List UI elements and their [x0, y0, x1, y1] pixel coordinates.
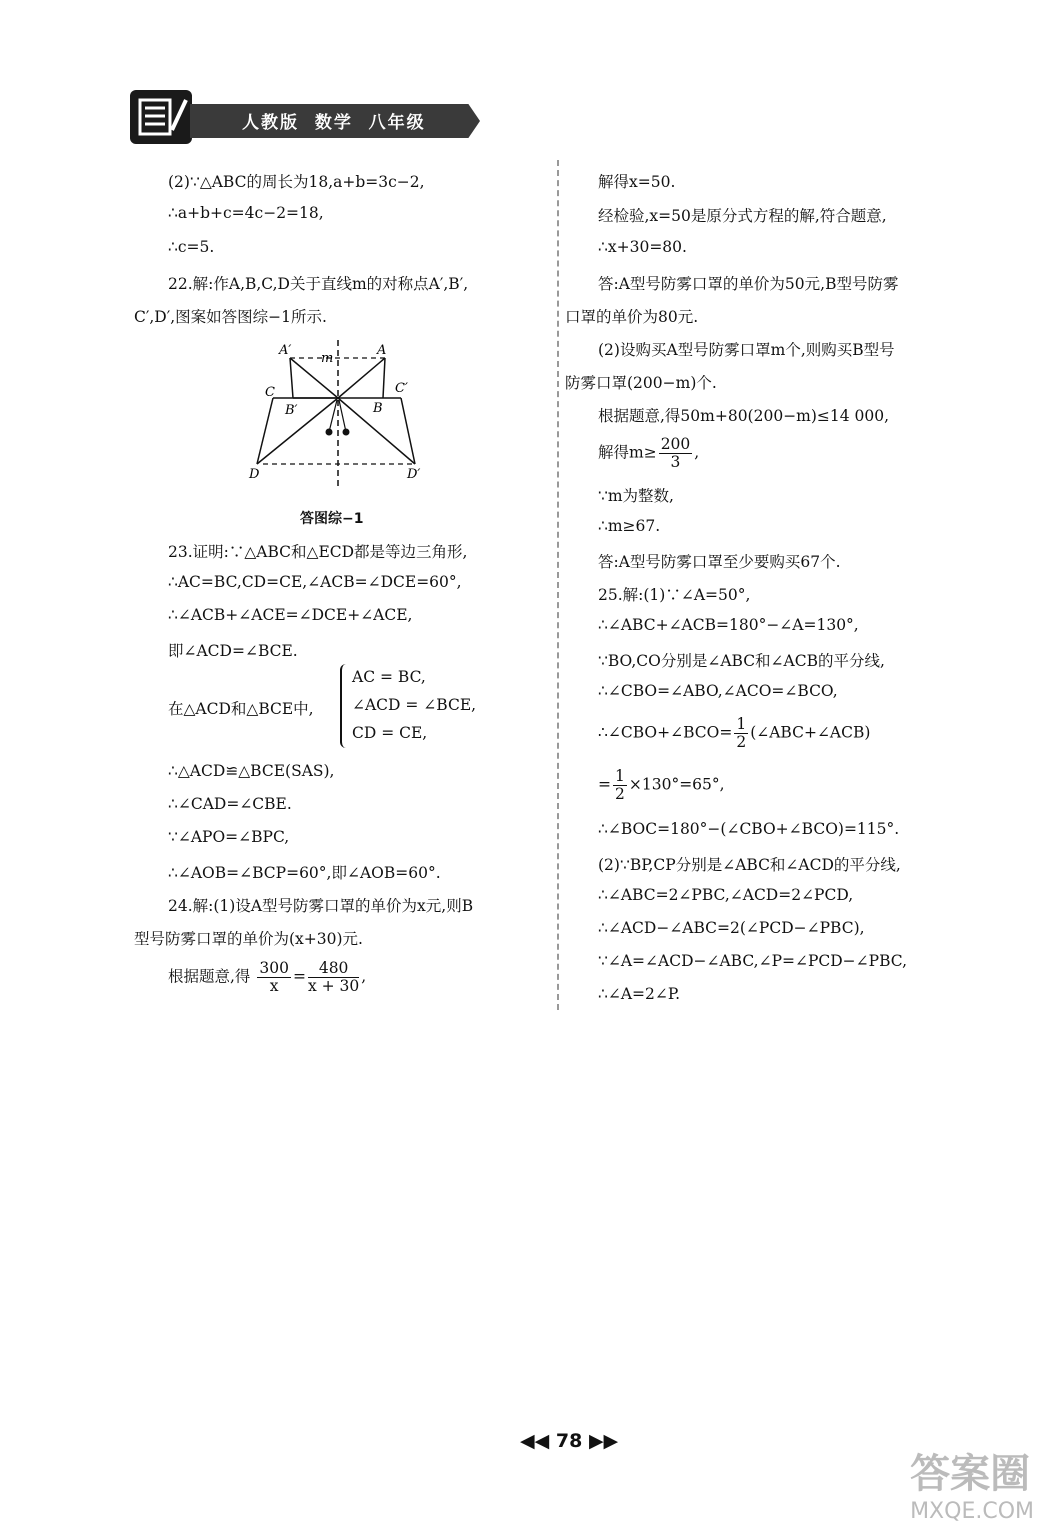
text-line: ∴∠ACD−∠ABC=2(∠PCD−∠PBC),	[598, 919, 865, 937]
text-line: ∵m为整数,	[598, 487, 674, 505]
figure-label: B	[373, 401, 383, 416]
text-line: (2)∵BP,CP分别是∠ABC和∠ACD的平分线,	[598, 856, 901, 874]
numerator: 480	[308, 960, 359, 978]
denominator: x	[269, 977, 279, 995]
numerator: 1	[736, 715, 747, 733]
equation-line	[598, 716, 870, 751]
text-line: (2)设购买A型号防雾口罩m个,则购买B型号	[598, 341, 895, 359]
text-line: ∴∠ACB+∠ACE=∠DCE+∠ACE,	[168, 606, 413, 624]
equation-line	[598, 436, 699, 471]
text-line: 22.解:作A,B,C,D关于直线m的对称点A′,B′,	[168, 275, 469, 293]
text-line: ∴∠CBO=∠ABO,∠ACO=∠BCO,	[598, 682, 838, 700]
text-line: 24.解:(1)设A型号防雾口罩的单价为x元,则B	[168, 897, 474, 915]
fraction	[659, 436, 693, 471]
text-line: 答:A型号防雾口罩的单价为50元,B型号防雾	[598, 275, 899, 293]
text-line: ∴∠ABC+∠ACB=180°−∠A=130°,	[598, 616, 859, 634]
figure-label: A′	[279, 343, 292, 358]
text-line: 23.证明:∵△ABC和△ECD都是等边三角形,	[168, 543, 468, 561]
text-line: ∴c=5.	[168, 238, 215, 256]
denominator: x + 30	[307, 977, 360, 995]
figure-label: m	[321, 351, 334, 366]
system-brace	[340, 664, 352, 748]
text-line: AC = BC,	[352, 668, 426, 686]
text-line: ∴△ACD≌△BCE(SAS),	[168, 762, 335, 780]
text-line: ∴AC=BC,CD=CE,∠ACB=∠DCE=60°,	[168, 573, 462, 591]
text-line: 25.解:(1)∵∠A=50°,	[598, 586, 751, 604]
numerator: 200	[660, 435, 691, 453]
text-span: ×130°=65°,	[628, 775, 725, 794]
text-line: 在△ACD和△BCE中,	[168, 700, 314, 718]
text-line: ∴∠BOC=180°−(∠CBO+∠BCO)=115°.	[598, 820, 900, 838]
text-line: ∴∠CAD=∠CBE.	[168, 795, 292, 813]
fraction	[613, 768, 627, 803]
equation-line: 根据题意,得 $\frac{300}{x}$ = $\frac{480}{x + 30}$ ,	[168, 959, 367, 995]
watermark	[910, 1442, 1034, 1524]
figure-label: B′	[285, 403, 298, 418]
text-line: 解得x=50.	[598, 173, 676, 191]
fraction	[257, 960, 291, 995]
watermark-url: MXQE.COM	[910, 1499, 1034, 1524]
text-line: 即∠ACD=∠BCE.	[168, 642, 298, 660]
numerator: 300	[259, 959, 289, 977]
figure-label: D	[249, 467, 260, 482]
text-line: ∵∠A=∠ACD−∠ABC,∠P=∠PCD−∠PBC,	[598, 952, 908, 970]
symmetry-figure	[245, 340, 435, 500]
text-line: 经检验,x=50是原分式方程的解,符合题意,	[598, 207, 887, 225]
equation-line	[598, 768, 725, 803]
text-line: ∵∠APO=∠BPC,	[168, 828, 290, 846]
page-number-text: 78	[555, 1430, 583, 1452]
watermark-logo: 答案圈	[910, 1451, 1031, 1497]
page-number	[520, 1430, 618, 1452]
text-line: ∵BO,CO分别是∠ABC和∠ACB的平分线,	[598, 652, 885, 670]
text-line: ∴∠A=2∠P.	[598, 985, 681, 1003]
text-span: (∠ABC+∠ACB)	[750, 723, 871, 742]
figure-label: D′	[407, 467, 421, 482]
next-arrows-icon: ▶▶	[588, 1430, 619, 1452]
text-span: 解得m≥	[598, 443, 657, 462]
text-line: ∴a+b+c=4c−2=18,	[168, 204, 324, 222]
text-line: (2)∵△ABC的周长为18,a+b=3c−2,	[168, 173, 425, 191]
denominator: 2	[736, 733, 747, 751]
column-divider	[557, 160, 559, 1010]
text-span: =	[598, 775, 611, 794]
page-header	[130, 88, 500, 150]
text-line: 根据题意,得50m+80(200−m)≤14 000,	[598, 407, 890, 425]
text-line: 答:A型号防雾口罩至少要购买67个.	[598, 553, 841, 571]
text-line: 口罩的单价为80元.	[565, 308, 699, 326]
text-span: 根据题意,得	[168, 967, 251, 986]
text-line: C′,D′,图案如答图综−1所示.	[134, 308, 327, 326]
denominator: 2	[615, 785, 625, 803]
fraction	[308, 960, 359, 995]
notebook-icon	[130, 90, 192, 144]
text-line: ∴∠ABC=2∠PBC,∠ACD=2∠PCD,	[598, 886, 854, 904]
text-span: ∴∠CBO+∠BCO=	[598, 723, 733, 742]
text-line: CD = CE,	[352, 724, 428, 742]
fraction	[734, 716, 748, 751]
text-line: 型号防雾口罩的单价为(x+30)元.	[134, 930, 363, 948]
denominator: 3	[670, 453, 681, 471]
figure-caption: 答图综−1	[300, 511, 364, 527]
figure-label: A	[377, 343, 387, 358]
prev-arrows-icon: ◀◀	[520, 1430, 550, 1452]
text-line: 防雾口罩(200−m)个.	[565, 374, 717, 392]
numerator: 1	[615, 767, 625, 785]
text-line: ∴m≥67.	[598, 517, 661, 535]
header-title: 人教版 数学 八年级	[242, 113, 426, 133]
figure-label: C	[265, 385, 275, 400]
figure-label: C′	[395, 381, 408, 396]
text-line: ∴x+30=80.	[598, 238, 687, 256]
text-line: ∴∠AOB=∠BCP=60°,即∠AOB=60°.	[168, 864, 441, 882]
text-span: ,	[361, 967, 367, 986]
text-line: ∠ACD = ∠BCE,	[352, 696, 477, 714]
text-span: ,	[694, 443, 700, 462]
